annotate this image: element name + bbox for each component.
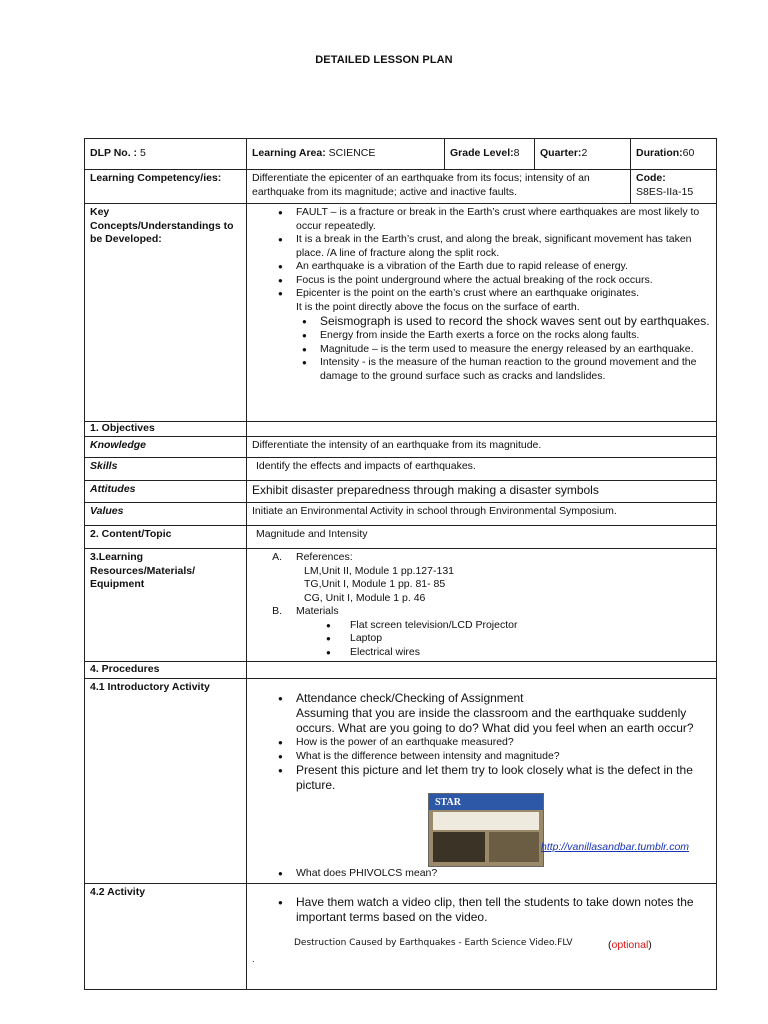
content-row — [85, 526, 717, 549]
knowledge-label: Knowledge — [85, 437, 247, 458]
code-value: S8ES-IIa-15 — [636, 185, 694, 198]
learning-area-cell — [247, 139, 445, 170]
list-item: ● Seismograph is used to record the shock waves sent out by earthquakes. — [252, 314, 711, 329]
lesson-plan-table — [84, 138, 717, 990]
activity-cell — [247, 883, 717, 989]
list-item: ● It is a break in the Earth’s crust, and along the break, significant movement has taken place. /A line of fracture along the split rock. — [252, 233, 711, 260]
resources-row — [85, 549, 717, 662]
learning-area-label: Learning Area: — [252, 147, 329, 160]
scenario-question: Assuming that you are inside the classroom and the earthquake suddenly occurs. What are you going to do? What did you feel when an earth occur? — [296, 706, 694, 735]
knowledge-row — [85, 437, 717, 458]
grade-level-value: 8 — [513, 147, 520, 160]
attendance-check: Attendance check/Checking of Assignment — [296, 691, 524, 705]
dlp-cell — [85, 139, 247, 170]
key-concepts-list — [252, 206, 711, 301]
picture-area — [252, 793, 711, 867]
attitudes-label: Attitudes — [85, 481, 247, 503]
list-item — [252, 691, 711, 736]
list-item: ● Focus is the point underground where the actual breaking of the rock occurs. — [252, 274, 711, 288]
duration-label: Duration: — [636, 147, 683, 160]
list-item: ● Have them watch a video clip, then tell the students to take down notes the important terms based on the video. — [252, 895, 711, 925]
quarter-label: Quarter: — [540, 147, 582, 160]
competency-text: Differentiate the epicenter of an earthquake from its focus; intensity of an earthquake from its magnitude; active and inactive faults. — [247, 170, 631, 204]
skills-text: Identify the effects and impacts of earthquakes. — [247, 458, 717, 481]
video-title[interactable]: Destruction Caused by Earthquakes - Earth Science Video.FLV — [294, 937, 573, 948]
epicenter-continuation: It is the point directly above the focus on the surface of earth. — [296, 300, 580, 313]
newspaper-masthead: STAR — [435, 797, 461, 808]
intro-activity-cell — [247, 679, 717, 884]
reference-item: TG,Unit I, Module 1 pp. 81- 85 — [304, 578, 446, 590]
code-label: Code: — [636, 172, 666, 184]
references-letter: A. — [272, 551, 282, 563]
values-text: Initiate an Environmental Activity in school through Environmental Symposium. — [247, 503, 717, 526]
source-link[interactable]: http://vanillasandbar.tumblr.com — [541, 841, 690, 853]
references-title: References: — [296, 551, 353, 563]
attitudes-text: Exhibit disaster preparedness through making a disaster symbols — [247, 481, 717, 503]
header-row — [85, 139, 717, 170]
optional-label: optional — [611, 938, 649, 951]
materials-heading — [252, 605, 711, 619]
learning-area-value: SCIENCE — [328, 147, 376, 160]
list-item: ● How is the power of an earthquake measured? — [252, 736, 711, 750]
list-item: ● Laptop — [252, 632, 711, 646]
code-cell — [631, 170, 717, 204]
references-heading — [252, 551, 711, 565]
dlp-label: DLP No. : — [90, 147, 140, 160]
intro-activity-list-end — [252, 867, 711, 881]
activity-list — [252, 895, 711, 925]
procedures-heading: 4. Procedures — [85, 662, 247, 679]
reference-item: CG, Unit I, Module 1 p. 46 — [304, 591, 426, 604]
materials-list — [252, 619, 711, 660]
duration-cell — [631, 139, 717, 170]
list-item: ● Present this picture and let them try to look closely what is the defect in the picture. — [252, 763, 711, 793]
list-item: ● What is the difference between intensity and magnitude? — [252, 750, 711, 764]
quarter-cell — [535, 139, 631, 170]
list-item: ● An earthquake is a vibration of the Earth due to rapid release of energy. — [252, 260, 711, 274]
objectives-heading-row — [85, 422, 717, 437]
intro-activity-list — [252, 691, 711, 793]
grade-level-label: Grade Level: — [450, 147, 514, 160]
grade-level-cell — [445, 139, 535, 170]
reference-item: LM,Unit II, Module 1 pp.127-131 — [304, 564, 455, 577]
attitudes-row — [85, 481, 717, 503]
list-item: ● Energy from inside the Earth exerts a force on the rocks along faults. — [252, 329, 711, 343]
duration-value: 60 — [682, 147, 695, 160]
content-label: 2. Content/Topic — [85, 526, 247, 549]
intro-activity-row — [85, 679, 717, 884]
activity-label: 4.2 Activity — [85, 883, 247, 989]
newspaper-picture — [428, 793, 544, 867]
list-item: ● What does PHIVOLCS mean? — [252, 867, 711, 881]
competency-label: Learning Competency/ies: — [85, 170, 247, 204]
values-label: Values — [85, 503, 247, 526]
materials-title: Materials — [296, 605, 339, 617]
page-title: DETAILED LESSON PLAN — [315, 54, 453, 66]
list-item: ● Flat screen television/LCD Projector — [252, 619, 711, 633]
dlp-value: 5 — [139, 147, 146, 160]
content-text: Magnitude and Intensity — [247, 526, 717, 549]
quarter-value: 2 — [581, 147, 588, 160]
list-item: ● Electrical wires — [252, 646, 711, 660]
video-line — [252, 925, 711, 963]
competency-row — [85, 170, 717, 204]
skills-row — [85, 458, 717, 481]
objectives-heading: 1. Objectives — [85, 422, 247, 437]
materials-letter: B. — [272, 605, 282, 617]
procedures-heading-row — [85, 662, 717, 679]
resources-label: 3.Learning Resources/Materials/ Equipment — [85, 549, 247, 662]
intro-activity-label: 4.1 Introductory Activity — [85, 679, 247, 884]
stray-dot: . — [252, 953, 255, 964]
list-item: ● FAULT – is a fracture or break in the Earth’s crust where earthquakes are most likely to occur repeatedly. — [252, 206, 711, 233]
activity-row — [85, 883, 717, 989]
knowledge-text: Differentiate the intensity of an earthquake from its magnitude. — [247, 437, 717, 458]
key-concepts-label: Key Concepts/Understandings to be Developed: — [85, 204, 247, 422]
optional-note: (optional) — [608, 938, 652, 951]
key-concepts-sublist — [252, 314, 711, 383]
key-concepts-cell — [247, 204, 717, 422]
list-item: ● Epicenter is the point on the earth’s crust where an earthquake originates. — [252, 287, 711, 301]
skills-label: Skills — [85, 458, 247, 481]
list-item: ● Intensity - is the measure of the human reaction to the ground movement and the damage to the ground surface such as cracks and landslides. — [252, 356, 711, 383]
list-item: ● Magnitude – is the term used to measure the energy released by an earthquake. — [252, 343, 711, 357]
key-concepts-row — [85, 204, 717, 422]
values-row — [85, 503, 717, 526]
resources-cell — [247, 549, 717, 662]
